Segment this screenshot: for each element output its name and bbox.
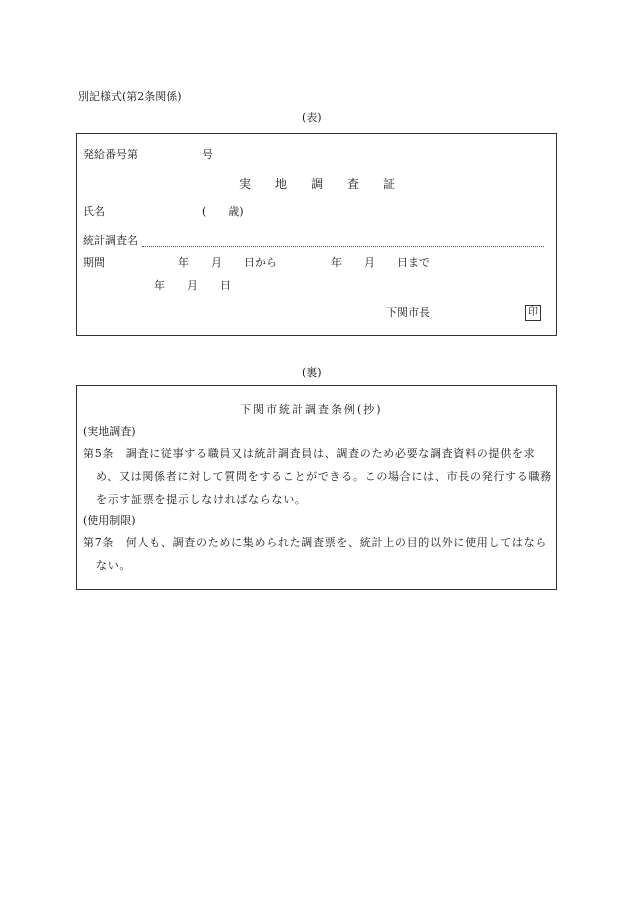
issuer: 下関市長 <box>386 306 430 319</box>
period-label: 期間 <box>83 256 105 269</box>
annex-title: 別記様式(第2条関係) <box>78 90 182 103</box>
age-field: ( 歳) <box>202 205 244 218</box>
issue-number-suffix: 号 <box>202 148 213 161</box>
article-7: 第7条 何人も、調査のために集められた調査票を、統計上の目的以外に使用してはならない。 <box>83 536 547 572</box>
front-label: (表) <box>302 111 322 124</box>
survey-name-dotted-line <box>142 246 544 247</box>
survey-name-label: 統計調査名 <box>83 234 138 247</box>
ordinance-title: 下関市統計調査条例(抄) <box>240 403 383 416</box>
section-heading-field-survey: (実地調査) <box>83 425 136 438</box>
certificate-front-box <box>76 133 557 336</box>
issue-date: 年 月 日 <box>154 279 231 292</box>
certificate-title: 実 地 調 査 証 <box>239 177 396 191</box>
section-heading-use-restriction: (使用制限) <box>83 514 136 527</box>
article-5: 第5条 調査に従事する職員又は統計調査員は、調査のため必要な調査資料の提供を求め、又は関係者に対して質問をすることができる。この場合には、市長の発行する職務を示す証票を提示しなければならない。 <box>83 447 552 506</box>
name-label: 氏名 <box>83 205 105 218</box>
period-to: 年 月 日まで <box>331 256 430 269</box>
period-from: 年 月 日から <box>178 256 277 269</box>
issue-number-prefix: 発給番号第 <box>83 148 138 161</box>
back-label: (裏) <box>302 366 322 379</box>
seal-icon: 印 <box>525 305 541 321</box>
